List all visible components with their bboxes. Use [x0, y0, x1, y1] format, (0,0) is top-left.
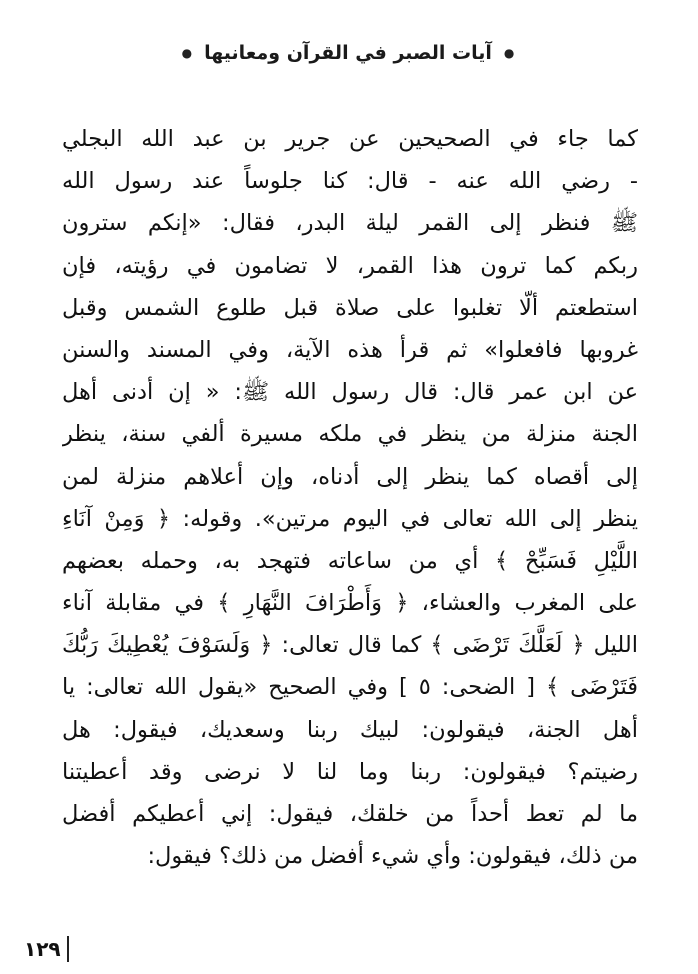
text-line: أهل الجنة، فيقولون: لبيك ربنا وسعديك، فيقول: هل — [62, 716, 638, 743]
text-line: فَتَرْضَى ﴾ [ الضحى: ٥ ] وفي الصحيح «يقول الله تعالى: يا — [62, 674, 638, 701]
text-line: رضيتم؟ فيقولون: ربنا وما لنا لا نرضى وقد أعطيتنا — [62, 758, 638, 785]
text-line: ﷺ فنظر إلى القمر ليلة البدر، فقال: «إنكم سترون — [62, 210, 638, 237]
text-line: ربكم كما ترون هذا القمر، لا تضامون في رؤيته، فإن — [62, 252, 638, 279]
text-line: الجنة منزلة من ينظر في ملكه مسيرة ألفي سنة، ينظر — [62, 421, 638, 448]
text-line: إلى أقصاه كما ينظر إلى أدناه، وإن أعلاهم منزلة لمن — [62, 463, 638, 490]
text-line: ينظر إلى الله تعالى في اليوم مرتين». وقوله: ﴿ وَمِنْ آنَاءِ — [62, 505, 638, 532]
header-bullet-left: ● — [181, 46, 193, 60]
text-line: كما جاء في الصحيحين عن جرير بن عبد الله البجلي — [62, 126, 638, 152]
page-footer — [24, 934, 69, 964]
running-header — [168, 36, 528, 70]
text-line: ما لم تعط أحداً من خلقك، فيقول: إني أعطيكم أفضل — [62, 801, 638, 827]
text-line: من ذلك، فيقولون: وأي شيء أفضل من ذلك؟ فيقول: — [147, 843, 638, 870]
text-line: على المغرب والعشاء، ﴿ وَأَطْرَافَ النَّهَارِ ﴾ في مقابلة آناء — [62, 590, 638, 617]
text-line: استطعتم ألّا تغلبوا على صلاة قبل طلوع الشمس وقبل — [62, 294, 638, 321]
text-line: الليل ﴿ لَعَلَّكَ تَرْضَى ﴾ كما قال تعالى: ﴿ وَلَسَوْفَ يُعْطِيكَ رَبُّكَ — [62, 632, 638, 659]
page-number: ١٢٩ — [24, 937, 61, 961]
text-line: عن ابن عمر قال: قال رسول الله ﷺ: « إن أدنى أهل — [62, 379, 638, 406]
page-number-rule — [67, 936, 69, 962]
body-text — [62, 118, 638, 877]
header-bullet-right: ● — [503, 46, 515, 60]
header-title: آيات الصبر في القرآن ومعانيها — [204, 42, 492, 64]
text-line: - رضي الله عنه - قال: كنا جلوساً عند رسول الله — [62, 168, 638, 195]
text-line: غروبها فافعلوا» ثم قرأ هذه الآية، وفي المسند والسنن — [62, 336, 638, 363]
text-line: اللَّيْلِ فَسَبِّحْ ﴾ أي من ساعاته فتهجد به، وحمله بعضهم — [62, 547, 638, 574]
